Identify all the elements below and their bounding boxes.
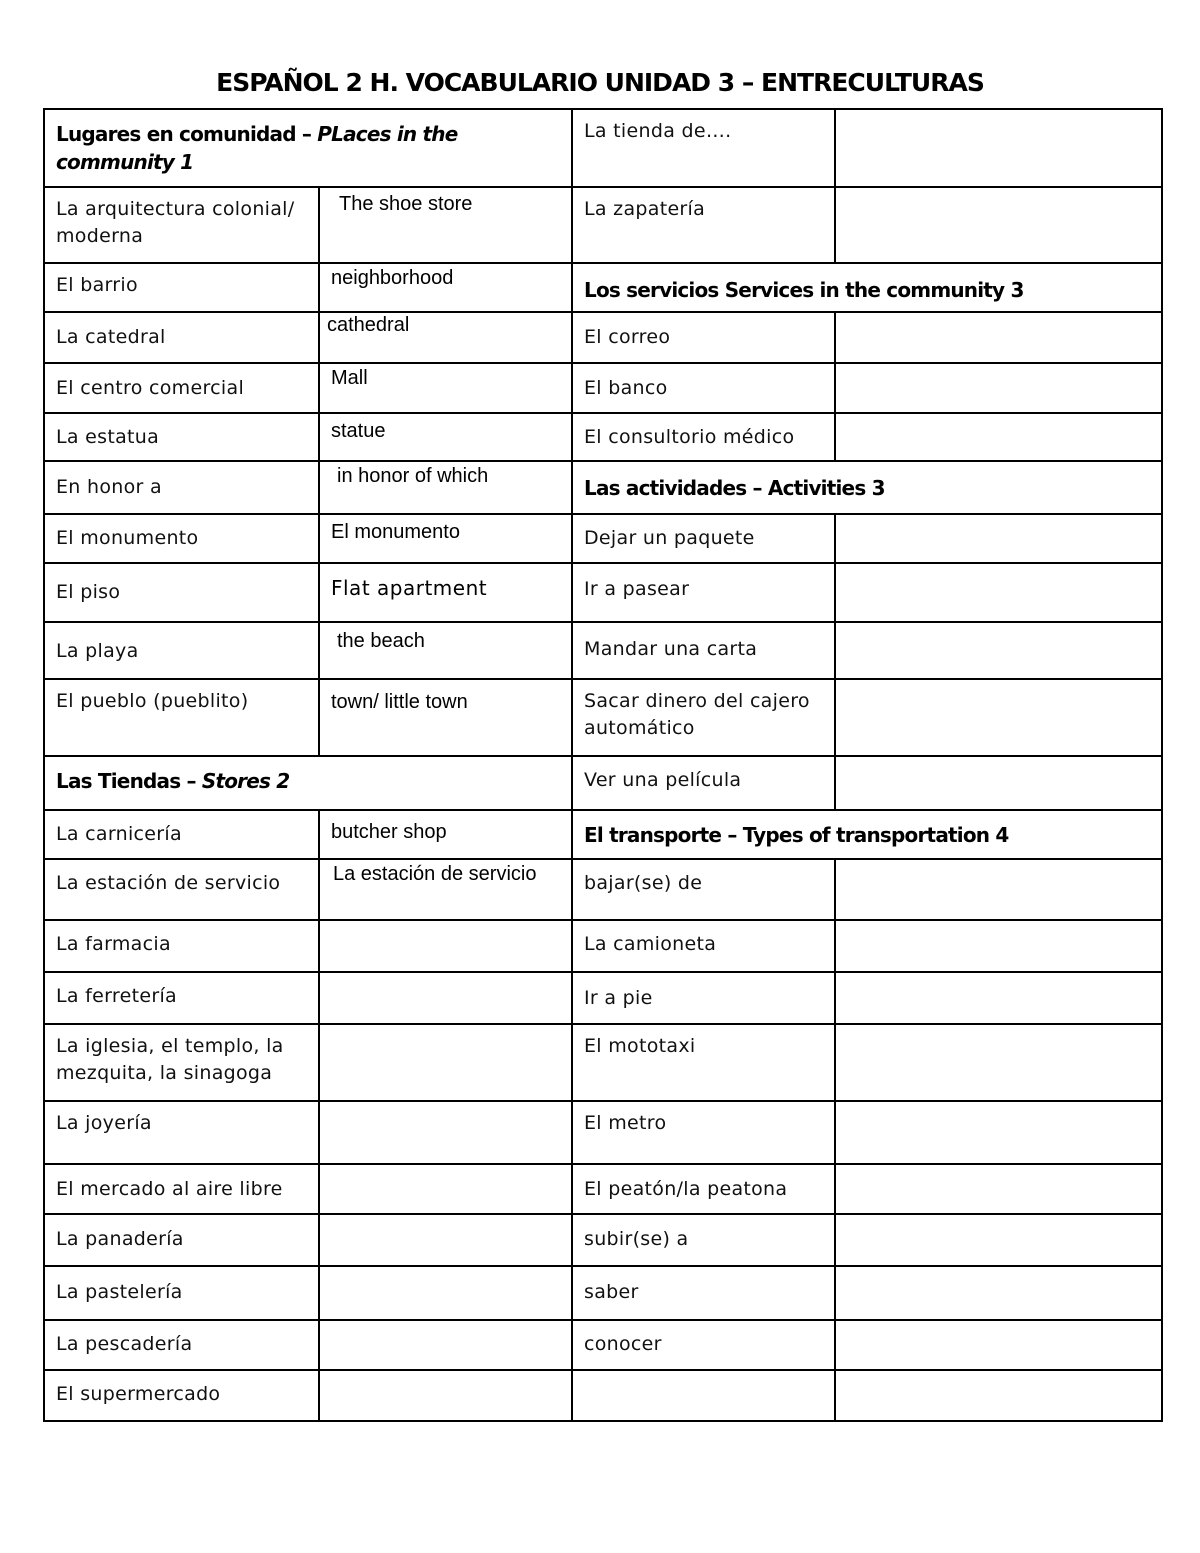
- table-row: [44, 514, 1162, 563]
- vocab-term: [572, 1370, 835, 1421]
- section-header-places: Lugares en comunidad – PLaces in the community 1: [44, 109, 572, 187]
- answer-cell[interactable]: [319, 920, 572, 972]
- table-row: [44, 810, 1162, 859]
- answer-cell[interactable]: El monumento: [319, 514, 572, 563]
- table-row: [44, 413, 1162, 461]
- table-row: [44, 920, 1162, 972]
- answer-cell[interactable]: neighborhood: [319, 263, 572, 312]
- answer-cell[interactable]: La estación de servicio: [319, 859, 572, 920]
- table-row: [44, 679, 1162, 756]
- vocab-term: La estatua: [44, 413, 319, 461]
- answer-cell[interactable]: [319, 1214, 572, 1266]
- answer-cell[interactable]: in honor of which: [319, 461, 572, 514]
- answer-cell[interactable]: [835, 859, 1162, 920]
- answer-cell[interactable]: cathedral: [319, 312, 572, 363]
- vocab-term: subir(se) a: [572, 1214, 835, 1266]
- vocab-term: Ver una película: [572, 756, 835, 810]
- section-header-transport: El transporte – Types of transportation 4: [572, 810, 1162, 859]
- vocab-term: La ferretería: [44, 972, 319, 1024]
- answer-cell[interactable]: [319, 1024, 572, 1101]
- vocab-term: El consultorio médico: [572, 413, 835, 461]
- vocab-term: El centro comercial: [44, 363, 319, 413]
- answer-cell[interactable]: [835, 756, 1162, 810]
- answer-cell[interactable]: [835, 622, 1162, 679]
- vocab-term: La panadería: [44, 1214, 319, 1266]
- vocab-term: El correo: [572, 312, 835, 363]
- answer-cell[interactable]: butcher shop: [319, 810, 572, 859]
- answer-cell[interactable]: [319, 1370, 572, 1421]
- answer-cell[interactable]: [835, 920, 1162, 972]
- vocab-term: La iglesia, el templo, la mezquita, la sinagoga: [44, 1024, 319, 1101]
- vocab-term: La farmacia: [44, 920, 319, 972]
- vocab-term: bajar(se) de: [572, 859, 835, 920]
- vocab-term: La playa: [44, 622, 319, 679]
- answer-cell[interactable]: [835, 312, 1162, 363]
- table-row: [44, 187, 1162, 263]
- answer-cell[interactable]: statue: [319, 413, 572, 461]
- vocab-term: La estación de servicio: [44, 859, 319, 920]
- table-row: [44, 1101, 1162, 1164]
- section-header-stores: Las Tiendas – Stores 2: [44, 756, 572, 810]
- vocab-term: El metro: [572, 1101, 835, 1164]
- answer-cell[interactable]: Mall: [319, 363, 572, 413]
- table-row: [44, 1164, 1162, 1214]
- vocab-term: La joyería: [44, 1101, 319, 1164]
- answer-cell[interactable]: [835, 109, 1162, 187]
- vocab-term: Dejar un paquete: [572, 514, 835, 563]
- vocab-term: La tienda de….: [572, 109, 835, 187]
- table-row: [44, 1370, 1162, 1421]
- vocab-term: El mercado al aire libre: [44, 1164, 319, 1214]
- page-title: ESPAÑOL 2 H. VOCABULARIO UNIDAD 3 – ENTRECULTURAS: [216, 68, 984, 97]
- answer-cell[interactable]: [835, 363, 1162, 413]
- answer-cell[interactable]: [835, 1266, 1162, 1320]
- vocab-term: La pastelería: [44, 1266, 319, 1320]
- answer-cell[interactable]: Flat apartment: [319, 563, 572, 622]
- vocab-term: La carnicería: [44, 810, 319, 859]
- table-row: [44, 1024, 1162, 1101]
- answer-cell[interactable]: [835, 972, 1162, 1024]
- vocabulary-table: [43, 108, 1163, 1422]
- table-row: [44, 363, 1162, 413]
- answer-cell[interactable]: [319, 1266, 572, 1320]
- vocab-term: La catedral: [44, 312, 319, 363]
- table-row: [44, 563, 1162, 622]
- vocab-term: El piso: [44, 563, 319, 622]
- vocab-term: El pueblo (pueblito): [44, 679, 319, 756]
- table-row: [44, 1320, 1162, 1370]
- table-row: [44, 859, 1162, 920]
- answer-cell[interactable]: [319, 1320, 572, 1370]
- answer-cell[interactable]: [319, 1164, 572, 1214]
- vocab-term: La pescadería: [44, 1320, 319, 1370]
- vocab-term: Ir a pasear: [572, 563, 835, 622]
- vocab-term: La camioneta: [572, 920, 835, 972]
- table-row: [44, 109, 1162, 187]
- vocab-term: El supermercado: [44, 1370, 319, 1421]
- answer-cell[interactable]: The shoe store: [319, 187, 572, 263]
- answer-cell[interactable]: [835, 1164, 1162, 1214]
- answer-cell[interactable]: [835, 514, 1162, 563]
- vocab-term: Sacar dinero del cajero automático: [572, 679, 835, 756]
- answer-cell[interactable]: [835, 1214, 1162, 1266]
- answer-cell[interactable]: [835, 1370, 1162, 1421]
- vocab-term: saber: [572, 1266, 835, 1320]
- answer-cell[interactable]: [835, 1024, 1162, 1101]
- answer-cell[interactable]: town/ little town: [319, 679, 572, 756]
- vocab-term: El monumento: [44, 514, 319, 563]
- vocab-term: Mandar una carta: [572, 622, 835, 679]
- vocab-term: El banco: [572, 363, 835, 413]
- answer-cell[interactable]: [835, 1101, 1162, 1164]
- table-row: [44, 622, 1162, 679]
- vocab-term: Ir a pie: [572, 972, 835, 1024]
- vocab-term: El barrio: [44, 263, 319, 312]
- answer-cell[interactable]: the beach: [319, 622, 572, 679]
- table-row: [44, 1214, 1162, 1266]
- table-row: [44, 1266, 1162, 1320]
- answer-cell[interactable]: [319, 972, 572, 1024]
- answer-cell[interactable]: [835, 187, 1162, 263]
- vocab-term: La zapatería: [572, 187, 835, 263]
- table-row: [44, 756, 1162, 810]
- answer-cell[interactable]: [835, 563, 1162, 622]
- table-row: [44, 312, 1162, 363]
- vocab-term: conocer: [572, 1320, 835, 1370]
- section-header-activities: Las actividades – Activities 3: [572, 461, 1162, 514]
- answer-cell[interactable]: [319, 1101, 572, 1164]
- vocab-term: La arquitectura colonial/ moderna: [44, 187, 319, 263]
- vocab-term: El peatón/la peatona: [572, 1164, 835, 1214]
- table-row: [44, 972, 1162, 1024]
- table-row: [44, 461, 1162, 514]
- answer-cell[interactable]: [835, 413, 1162, 461]
- answer-cell[interactable]: [835, 679, 1162, 756]
- vocab-term: En honor a: [44, 461, 319, 514]
- answer-cell[interactable]: [835, 1320, 1162, 1370]
- table-row: [44, 263, 1162, 312]
- vocab-term: El mototaxi: [572, 1024, 835, 1101]
- section-header-services: Los servicios Services in the community 3: [572, 263, 1162, 312]
